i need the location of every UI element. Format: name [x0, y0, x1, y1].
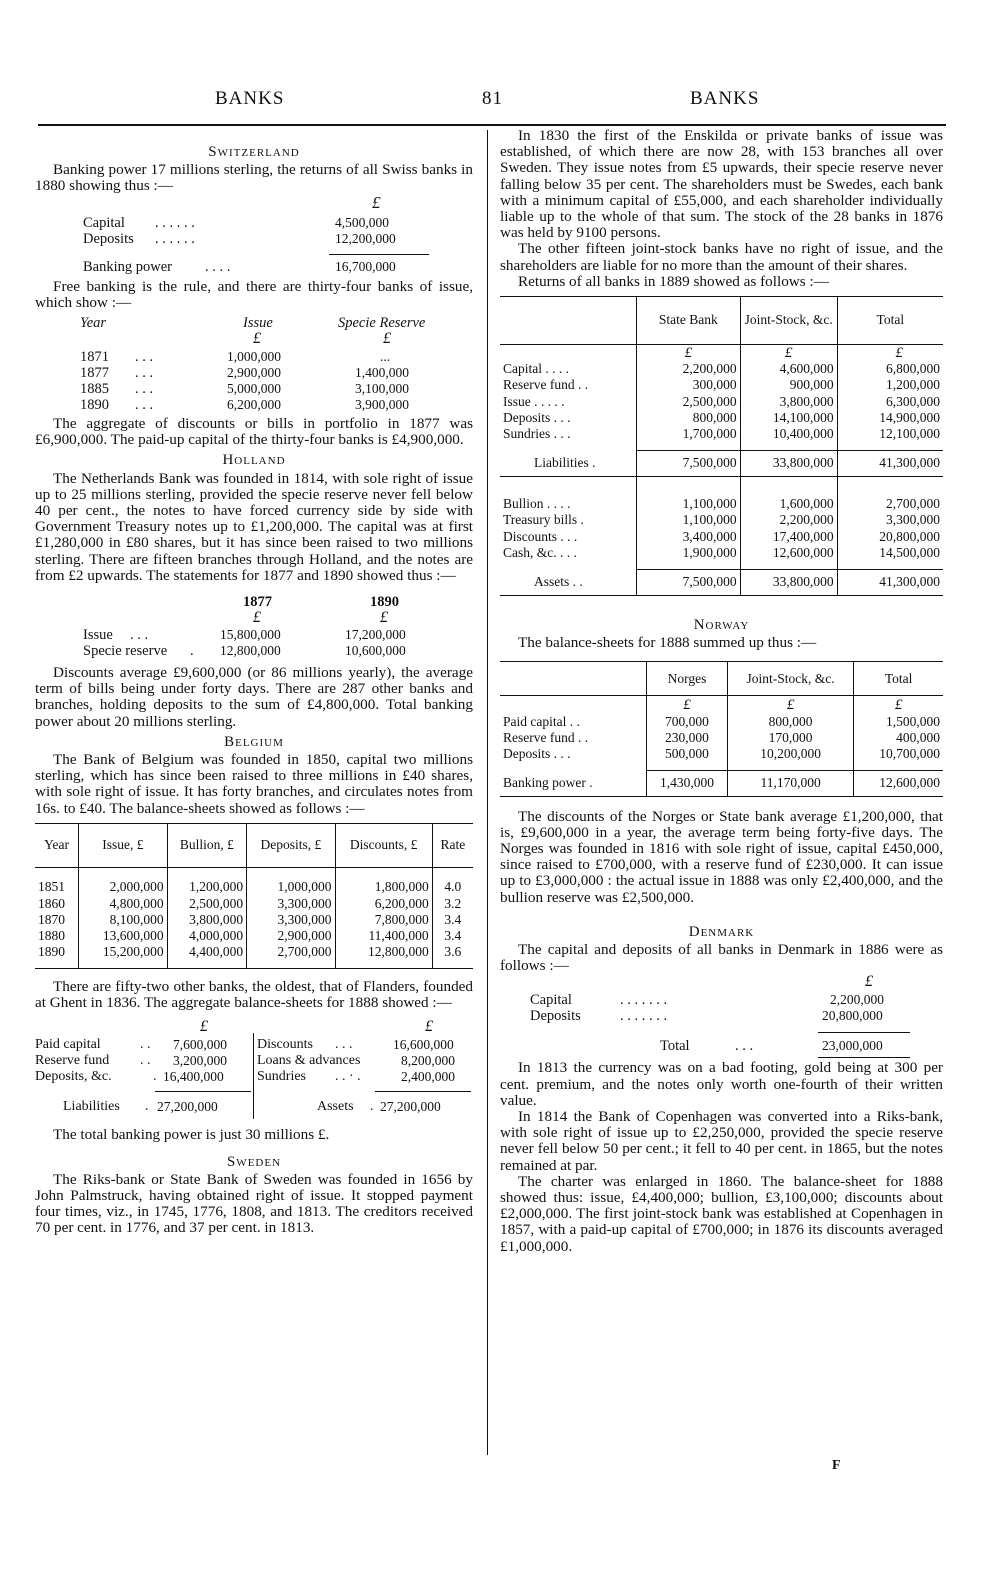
table-row: Deposits . . . . . . . 20,800,000	[530, 1008, 883, 1025]
belgium-table: Year Issue, £ Bullion, £ Deposits, £ Discounts, £ Rate 1851 2,000,000 1,200,000 1,000,000 1,800,000 4.0 1860 4,800,000 2,500,000 3,300,000 6,200,000 3.2 1870 8,100,000 3,800,000 3,300,000 7,800,000 3.4 1880 13,600,000 4,000,000 2,900,000 11,400,000 3.4 1890 15,200,000 4,400,000 2,700,000 12,800,000 3.6	[35, 823, 473, 969]
section-heading-sweden: Sweden	[226, 1153, 282, 1170]
table-row: Paid capital . . 700,000 800,000 1,500,000	[500, 714, 943, 730]
total-row: Banking power . 1,430,000 11,170,000 12,600,000	[500, 771, 943, 797]
table-row: 1871 . . . 1,000,000 ...	[80, 349, 391, 366]
table-row: Cash, &c. . . . 1,900,000 12,600,000 14,500,000	[500, 545, 943, 561]
section-heading-holland: Holland	[222, 452, 286, 469]
paragraph: The Netherlands Bank was founded in 1814, with sole right of issue up to 25 millions sterling, provided the specie reserve never fell below 40 per cent., the notes to have forced currency side by side with Government Treasury notes up to £1,200,000. The capital was at first £1,280,000 in £80 shares, but it has since been raised to two millions sterling. There are fifteen branches through Holland, and the notes are from £2 upwards. The statements for 1877 and 1890 showed thus :—	[35, 469, 473, 584]
running-head-right: BANKS	[690, 88, 760, 109]
paragraph: There are fifty-two other banks, the oldest, that of Flanders, founded at Ghent in 1836. The aggregate balance-sheets for 1888 showed :—	[35, 977, 473, 1012]
table-row: Issue . . . 15,800,000 17,200,000	[83, 627, 406, 644]
paragraph: The balance-sheets for 1888 summed up thus :—	[518, 634, 817, 652]
paragraph: The charter was enlarged in 1860. The balance-sheet for 1888 showed thus: issue, £4,400,000; bullion, £3,100,000; discounts about £2,000,000. The first joint-stock bank was established at Copenhagen in 1857, with a paid-up capital of £700,000; in 1876 its discounts averaged £1,000,000.	[500, 1172, 943, 1255]
table-row: Specie reserve . 12,800,000 10,600,000	[83, 643, 406, 660]
paragraph: Discounts average £9,600,000 (or 86 millions yearly), the average term of bills being under forty days. There are 287 other banks and branches, holding deposits to the sum of £4,800,000. Total banking power about 20 millions sterling.	[35, 664, 473, 730]
paragraph: Returns of all banks in 1889 showed as follows :—	[518, 272, 829, 290]
total-row: Assets . . 7,500,000 33,800,000 41,300,000	[500, 569, 943, 595]
table-row: 1860 4,800,000 2,500,000 3,300,000 6,200,000 3.2	[35, 896, 473, 912]
paragraph: Banking power 17 millions sterling, the returns of all Swiss banks in 1880 showing thus :—	[35, 161, 473, 195]
norway-table: Norges Joint-Stock, &c. Total £ £ £ Paid capital . . 700,000 800,000 1,500,000 Reserve fund . . 230,000 170,000 400,000 Deposits . . . 500,000 10,200,000 10,700,000 Banking power . 1,430,000 11,170,000 12,600,000	[500, 661, 943, 800]
table-row: Deposits . . . 800,000 14,100,000 14,900,000	[500, 410, 943, 426]
table-row: 1890 15,200,000 4,400,000 2,700,000 12,800,000 3.6	[35, 944, 473, 960]
paragraph: The discounts of the Norges or State bank average £1,200,000, that is, £9,600,000 in a year, the average term being forty-five days. The Norges was founded in 1816 with sole right of issue, capital £450,000, since raised to £700,000, with a reserve fund of £230,000. It can issue up to £3,000,000 : the actual issue in 1888 was only £2,400,000, and the bullion reserve was £2,500,000.	[500, 807, 943, 906]
table-row: Bullion . . . . 1,100,000 1,600,000 2,700,000	[500, 496, 943, 512]
table-row: Deposits . . . . . . 12,200,000	[83, 230, 396, 247]
total-row: Banking power . . . . 16,700,000	[83, 258, 396, 275]
paragraph: The capital and deposits of all banks in Denmark in 1886 were as follows :—	[500, 941, 943, 975]
table-row: Discounts . . . 3,400,000 17,400,000 20,800,000	[500, 529, 943, 545]
table-row: Capital . . . . 2,200,000 4,600,000 6,800,000	[500, 361, 943, 377]
column-rule	[487, 130, 488, 1455]
header-rule	[38, 124, 946, 126]
table-row: Capital . . . . . . . 2,200,000	[530, 992, 884, 1009]
page-number: 81	[482, 88, 503, 109]
table-row: Reserve fund . . 230,000 170,000 400,000	[500, 730, 943, 746]
table-row: Deposits . . . 500,000 10,200,000 10,700,000	[500, 746, 943, 762]
table-row: Treasury bills . 1,100,000 2,200,000 3,300,000	[500, 512, 943, 528]
total-row: Liabilities . 7,500,000 33,800,000 41,300,000	[500, 450, 943, 476]
belgium-balance: £ £ Paid capital . . 7,600,000 Reserve fund . . 3,200,000 Deposits, &c. . 16,400,000 Discounts . . . 16,600,000 Loans & advances 8,200,000 Sundries . . · . 2,400,000 Liabilities . 27,200,000 Assets . 27,200,000	[35, 1019, 473, 1123]
paragraph: The other fifteen joint-stock banks have no right of issue, and the shareholders are liable for no more than the amount of their shares.	[500, 240, 943, 274]
table-row: 1885 . . . 5,000,000 3,100,000	[80, 381, 409, 398]
paragraph: The Riks-bank or State Bank of Sweden was founded in 1656 by John Palmstruck, having obtained right of issue. It stopped payment four times, viz., in 1745, 1776, 1808, and 1813. The creditors received 70 per cent. in 1776, and 37 per cent. in 1813.	[35, 1170, 473, 1237]
table-header: Year Issue Specie Reserve	[80, 315, 426, 332]
table-row: Reserve fund . . 300,000 900,000 1,200,000	[500, 377, 943, 393]
paragraph: Free banking is the rule, and there are thirty-four banks of issue, which show :—	[35, 277, 473, 311]
table-row: 1877 . . . 2,900,000 1,400,000	[80, 365, 409, 382]
left-column: Switzerland Banking power 17 millions sterling, the returns of all Swiss banks in 1880 showing thus :— £ Capital . . . . . . 4,500,000 Deposits . . . . . . 12,200,000 Banking power . . . . 16,700,000 Free banking is the rule, and there are thirty-four banks of issue, which show :— Year Issue Specie Reserve £ £ 1871 . . . 1,000,000 ... 1877 . . . 2,900,000 1,400,000 1885 . . . 5,000,000 3,100,000 1890 . . . 6,200,000 3,900,000 The aggregate of discounts or bills in portfolio in 1877 was £6,900,000. The paid-up capital of the thirty-four banks is £4,900,000. Holland The Netherlands Bank was founded in 1814, with sole right of issue up to 25 millions sterling, provided the specie reserve never fell below 40 per cent., the notes to have forced currency side by side with Government Treasury notes up to £1,200,000. The capital was at first £1,280,000 in £80 shares, but it has since been raised to two millions sterling. There are fifteen branches through Holland, and the notes are from £2 upwards. The statements for 1877 and 1890 showed thus :— 1877 1890 £ £ Issue . . . 15,800,000 17,200,000 Specie reserve . 12,800,000 10,600,000 Discounts average £9,600,000 (or 86 millions yearly), the average term of bills being under forty days. There are 287 other banks and branches, holding deposits to the sum of £4,800,000. Total banking power about 20 millions sterling. Belgium The Bank of Belgium was founded in 1850, capital two millions sterling, which has since been raised to three millions in £40 shares, with sole right of issue. It has forty branches, and circulates notes from 16s. to £40. The balance-sheets showed as follows :— Year Issue, £ Bullion, £ Deposits, £ Discounts, £ Rate 1851 2,000,000 1,200,000 1,000,000 1,800,000 4.0 1860 4,800,000 2,500,000 3,300,000 6,200,000 3.2 1870 8,100,000 3,800,000 3,300,000 7,800,000 3.4 1880 13,600,000 4,000,000 2,900,000 11,400,000 3.4 1890 15,200,000 4,400,000 2,700,000 12,800,000 3.6 There are fifty-two other banks, the oldest, that of Flanders, founded at Ghent in 1836. The aggregate balance-sheets for 1888 showed :— £ £ Paid capital . . 7,600,000 Reserve fund . . 3,200,000 Deposits, &c. . 16,400,000 Discounts . . . 16,600,000 Loans & advances 8,200,000 Sundries . . · . 2,400,000 Liabilities . 27,200,000 Assets . 27,200,000 The total banking power is just 30 millions £. Sweden The Riks-bank or State Bank of Sweden was founded in 1656 by John Palmstruck, having obtained right of issue. It stopped payment four times, viz., in 1745, 1776, 1808, and 1813. The creditors received 70 per cent. in 1776, and 37 per cent. in 1813.	[35, 144, 473, 1237]
table-row: 1870 8,100,000 3,800,000 3,300,000 7,800,000 3.4	[35, 912, 473, 928]
section-heading-denmark: Denmark	[688, 923, 755, 940]
table-row: Issue . . . . . 2,500,000 3,800,000 6,300,000	[500, 394, 943, 410]
section-heading-norway: Norway	[693, 617, 750, 634]
running-head-left: BANKS	[215, 88, 285, 109]
signature-mark: F	[832, 1458, 841, 1473]
right-column: In 1830 the first of the Enskilda or private banks of issue was established, of which there are now 28, with 153 branches all over Sweden. They issue notes from £5 upwards, their specie reserve never falling below 35 per cent. The shareholders must be Swedes, each bank with a minimum capital of £55,000, and each shareholder individually liable up to the whole of that sum. The stock of the 28 banks in 1876 was held by 9100 persons. The other fifteen joint-stock banks have no right of issue, and the shareholders are liable for no more than the amount of their shares. Returns of all banks in 1889 showed as follows :— State Bank Joint-Stock, &c. Total £ £ £ Capital . . . . 2,200,000 4,600,000 6,800,000 Reserve fund . . 300,000 900,000 1,200,000 Issue . . . . . 2,500,000 3,800,000 6,300,000 Deposits . . . 800,000 14,100,000 14,900,000 Sundries . . . 1,700,000 10,400,000 12,100,000 Liabilities . 7,500,000 33,800,000 41,300,000 Bullion . . . . 1,100,000 1,600,000 2,700,000 Treasury bills . 1,100,000 2,200,000 3,300,000 Discounts . . . 3,400,000 17,400,000 20,800,000 Cash, &c. . . . 1,900,000 12,600,000 14,500,000 Assets . . 7,500,000 33,800,000 41,300,000 Norway The balance-sheets for 1888 summed up thus :— Norges Joint-Stock, &c. Total £ £ £ Paid capital . . 700,000 800,000 1,500,000 Reserve fund . . 230,000 170,000 400,000 Deposits . . . 500,000 10,200,000 10,700,000 Banking power . 1,430,000 11,170,000 12,600,000 The discounts of the Norges or State bank average £1,200,000, that is, £9,600,000 in a year, the average term being forty-five days. The Norges was founded in 1816 with sole right of issue, capital £450,000, since raised to £700,000, with a reserve fund of £230,000. It can issue up to £3,000,000 : the actual issue in 1888 was only £2,400,000, and the bullion reserve was £2,500,000. Denmark The capital and deposits of all banks in Denmark in 1886 were as follows :— £ Capital . . . . . . . 2,200,000 Deposits . . . . . . . 20,800,000 Total . . . 23,000,000 In 1813 the currency was on a bad footing, gold being at 300 per cent. premium, and the notes only worth one-fourth of their written value. In 1814 the Bank of Copenhagen was converted into a Riks-bank, with sole right of issue up to £2,250,000, provided the specie reserve never fell below 50 per cent.; it fell to 40 per cent. in 1865, but the notes remained at par. The charter was enlarged in 1860. The balance-sheet for 1888 showed thus: issue, £4,400,000; bullion, £3,100,000; discounts about £2,000,000. The first joint-stock bank was established at Copenhagen in 1857, with a paid-up capital of £700,000; in 1876 its discounts averaged £1,000,000.	[500, 127, 943, 1255]
paragraph: The aggregate of discounts or bills in portfolio in 1877 was £6,900,000. The paid-up capital of the thirty-four banks is £4,900,000.	[35, 415, 473, 449]
section-heading-belgium: Belgium	[224, 733, 284, 750]
paragraph: The total banking power is just 30 millions £.	[53, 1126, 330, 1144]
paragraph: The Bank of Belgium was founded in 1850, capital two millions sterling, which has since been raised to three millions in £40 shares, with sole right of issue. It has forty branches, and circulates notes from 16s. to £40. The balance-sheets showed as follows :—	[35, 751, 473, 817]
table-row: Capital . . . . . . 4,500,000	[83, 214, 389, 231]
unit-label: £	[372, 192, 381, 212]
paragraph: In 1814 the Bank of Copenhagen was converted into a Riks-bank, with sole right of issue up to £2,250,000, provided the specie reserve never fell below 50 per cent.; it fell to 40 per cent. in 1865, but the notes remained at par.	[500, 1108, 943, 1174]
paragraph: In 1813 the currency was on a bad footing, gold being at 300 per cent. premium, and the notes only worth one-fourth of their written value.	[500, 1059, 943, 1109]
table-row: Sundries . . . 1,700,000 10,400,000 12,100,000	[500, 426, 943, 442]
total-row: Total . . . 23,000,000	[660, 1038, 883, 1055]
table-row: 1880 13,600,000 4,000,000 2,900,000 11,400,000 3.4	[35, 928, 473, 944]
section-heading-switzerland: Switzerland	[208, 144, 300, 160]
table-row: 1851 2,000,000 1,200,000 1,000,000 1,800,000 4.0	[35, 879, 473, 895]
sweden-table: State Bank Joint-Stock, &c. Total £ £ £ Capital . . . . 2,200,000 4,600,000 6,800,000 Reserve fund . . 300,000 900,000 1,200,000 Issue . . . . . 2,500,000 3,800,000 6,300,000 Deposits . . . 800,000 14,100,000 14,900,000 Sundries . . . 1,700,000 10,400,000 12,100,000 Liabilities . 7,500,000 33,800,000 41,300,000 Bullion . . . . 1,100,000 1,600,000 2,700,000 Treasury bills . 1,100,000 2,200,000 3,300,000 Discounts . . . 3,400,000 17,400,000 20,800,000 Cash, &c. . . . 1,900,000 12,600,000 14,500,000 Assets . . 7,500,000 33,800,000 41,300,000	[500, 296, 943, 599]
paragraph: In 1830 the first of the Enskilda or private banks of issue was established, of which there are now 28, with 153 branches all over Sweden. They issue notes from £5 upwards, their specie reserve never falling below 35 per cent. The shareholders must be Swedes, each bank with a minimum capital of £55,000, and each shareholder individually liable up to the whole of that sum. The stock of the 28 banks in 1876 was held by 9100 persons.	[500, 127, 943, 242]
table-row: 1890 . . . 6,200,000 3,900,000	[80, 397, 409, 414]
